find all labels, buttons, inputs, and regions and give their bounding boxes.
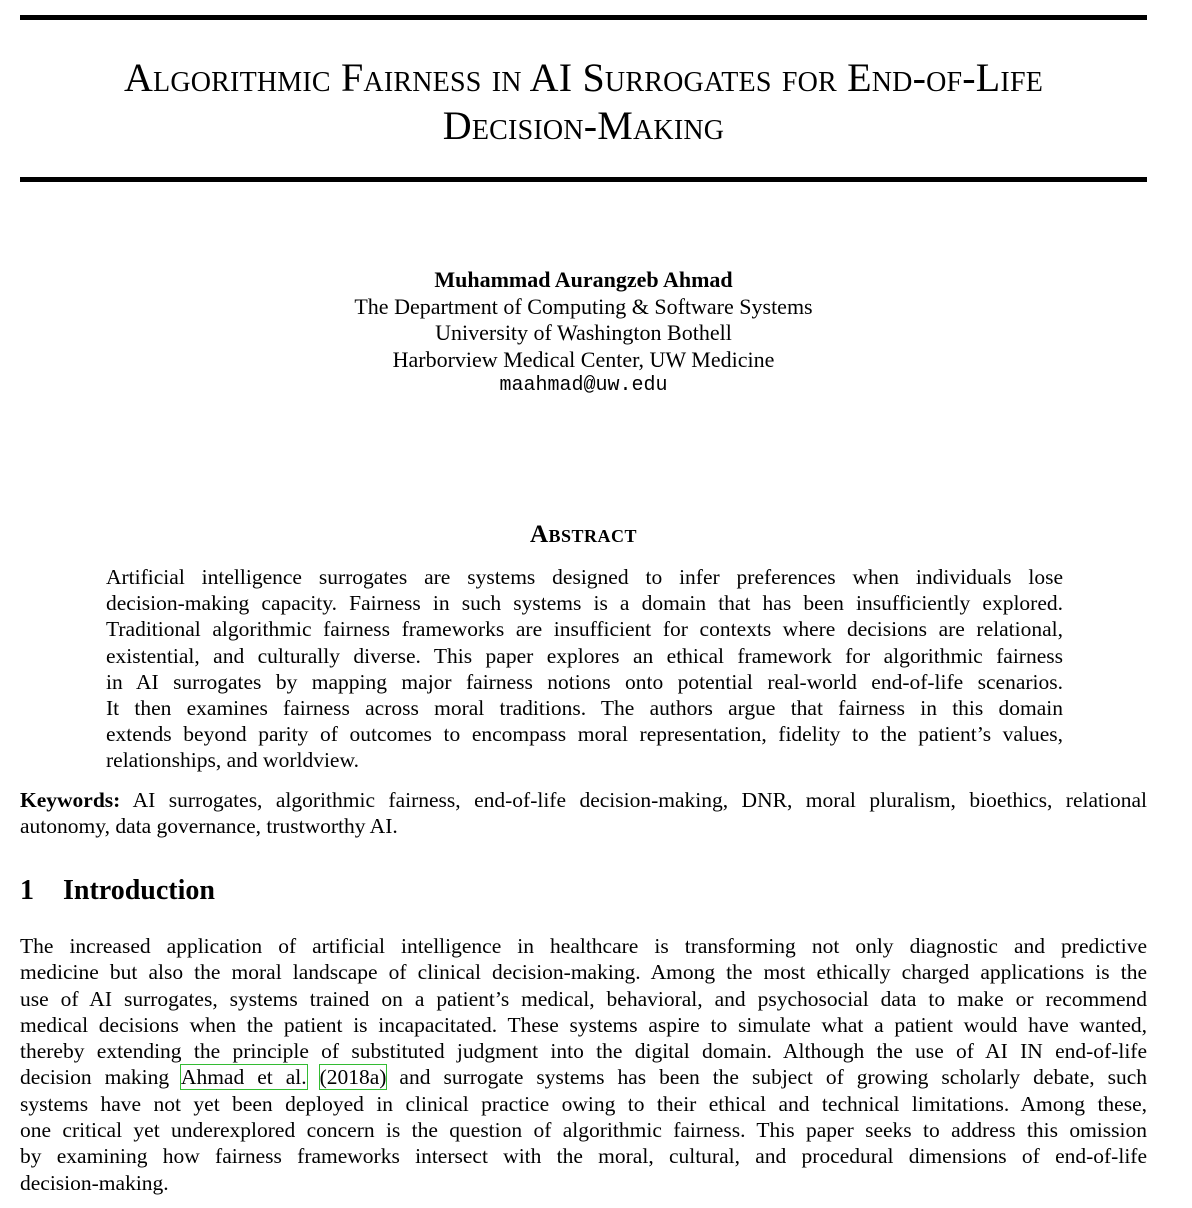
title-rule-top	[20, 15, 1147, 20]
paper-title-line-2: Decision-Making	[442, 103, 725, 148]
paragraph-line-with-citation	[20, 1064, 1147, 1090]
author-email[interactable]: maahmad@uw.edu	[499, 374, 668, 397]
section-heading-introduction	[20, 873, 1147, 909]
section-title: Introduction	[63, 875, 215, 906]
abstract-line: decision-making capacity. Fairness in such systems is a domain that has been insufficiently explored.	[106, 591, 1063, 616]
citation-link-year[interactable]: (2018a)	[319, 1065, 387, 1090]
author-name: Muhammad Aurangzeb Ahmad	[434, 267, 733, 292]
paragraph-line: by examining how fairness frameworks intersect with the moral, cultural, and procedural dimensions of end-of-life	[20, 1144, 1147, 1169]
introduction-paragraph	[20, 933, 1147, 1196]
author-affiliation-1: The Department of Computing & Software Systems	[354, 293, 813, 319]
abstract-heading: Abstract	[529, 521, 638, 548]
abstract-line: in AI surrogates by mapping major fairness notions onto potential real-world end-of-life scenarios.	[106, 669, 1063, 694]
paragraph-line: one critical yet underexplored concern is the question of algorithmic fairness. This paper seeks to address this omission	[20, 1118, 1147, 1143]
author-affiliation-3: Harborview Medical Center, UW Medicine	[392, 346, 775, 372]
keywords-block	[20, 787, 1147, 839]
keywords-line-1	[20, 787, 1147, 813]
paragraph-line: decision-making.	[20, 1170, 169, 1195]
keywords-line-2: autonomy, data governance, trustworthy AI.	[20, 814, 398, 839]
paper-title-line-1: Algorithmic Fairness in AI Surrogates for End-of-Life	[123, 55, 1044, 100]
paragraph-line: medicine but also the moral landscape of clinical decision-making. Among the most ethically charged applications is the	[20, 960, 1147, 985]
abstract-text	[106, 564, 1063, 774]
abstract-line: It then examines fairness across moral traditions. The authors argue that fairness in this domain	[106, 696, 1063, 721]
citation-lead-text: decision making	[20, 1065, 181, 1090]
section-number: 1	[20, 875, 34, 906]
keywords-label: Keywords:	[20, 788, 121, 812]
paragraph-line: use of AI surrogates, systems trained on a patient’s medical, behavioral, and psychosocial data to make or recommend	[20, 986, 1147, 1011]
abstract-line: Artificial intelligence surrogates are systems designed to infer preferences when individuals lose	[106, 565, 1063, 589]
paragraph-line: The increased application of artificial intelligence in healthcare is transforming not only diagnostic and predictive	[20, 934, 1147, 958]
abstract-line: Traditional algorithmic fairness frameworks are insufficient for contexts where decisions are relational,	[106, 617, 1063, 642]
abstract-line: relationships, and worldview.	[106, 748, 359, 773]
author-affiliation-2: University of Washington Bothell	[435, 320, 732, 345]
title-rule-bottom	[20, 177, 1147, 182]
author-block	[20, 267, 1147, 400]
abstract-line: existential, and culturally diverse. This paper explores an ethical framework for algorithmic fairness	[106, 643, 1063, 668]
citation-trail-text: and surrogate systems has been the subject of growing scholarly debate, such	[386, 1065, 1148, 1090]
paragraph-line: systems have not yet been deployed in clinical practice owing to their ethical and technical limitations. Among these,	[20, 1091, 1147, 1116]
keywords-list-part-1: AI surrogates, algorithmic fairness, end-of-life decision-making, DNR, moral pluralism, bioethics, relational	[132, 788, 1147, 812]
paper-title	[20, 54, 1147, 150]
paragraph-line: thereby extending the principle of substituted judgment into the digital domain. Although the use of AI IN end-of-life	[20, 1039, 1147, 1064]
abstract-line: extends beyond parity of outcomes to encompass moral representation, fidelity to the patient’s values,	[106, 722, 1063, 747]
citation-link-author[interactable]: Ahmad et al.	[180, 1065, 307, 1090]
paragraph-line: medical decisions when the patient is incapacitated. These systems aspire to simulate what a patient would have wanted,	[20, 1012, 1147, 1037]
